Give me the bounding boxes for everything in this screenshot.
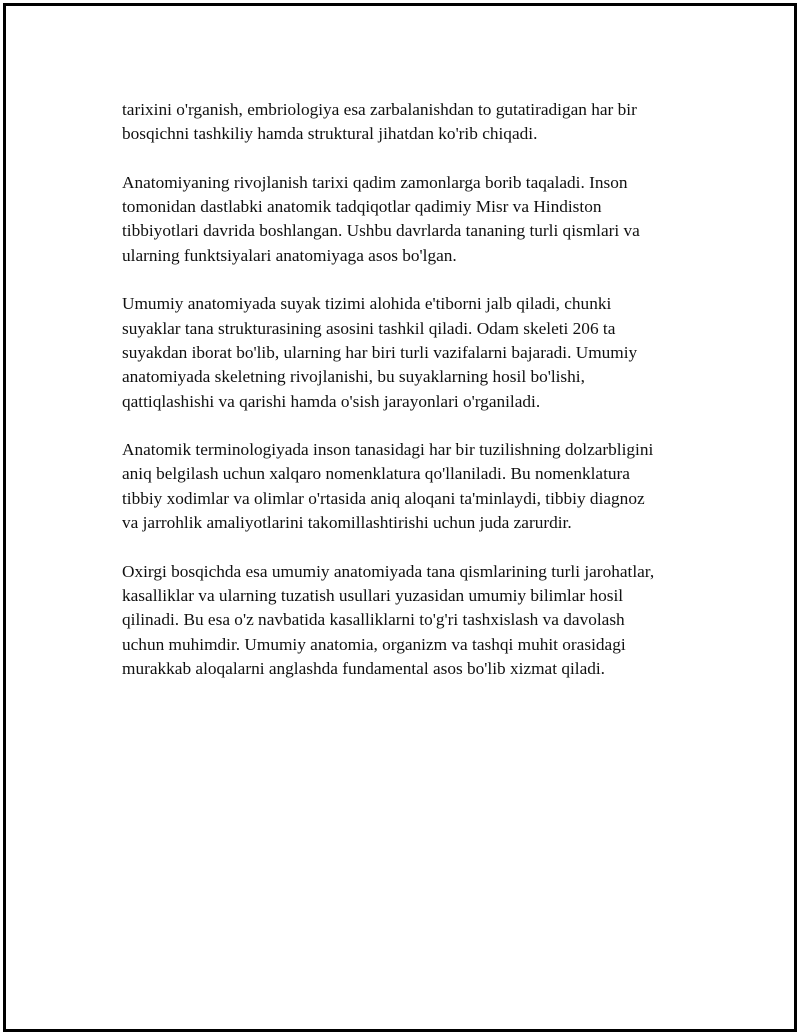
text-line: bosqichni tashkiliy hamda struktural jihatdan ko'rib chiqadi. (122, 124, 538, 144)
text-line: suyakdan iborat bo'lib, ularning har biri turli vazifalarni bajaradi. Umumiy (122, 342, 638, 362)
document-body (122, 98, 702, 705)
text-line: anatomiyada skeletning rivojlanishi, bu suyaklarning hosil bo'lishi, (122, 367, 585, 387)
text-line: uchun muhimdir. Umumiy anatomia, organizm va tashqi muhit orasidagi (122, 634, 626, 654)
text-line: aniq belgilash uchun xalqaro nomenklatura qo'llaniladi. Bu nomenklatura (122, 464, 630, 484)
paragraph (122, 171, 702, 268)
page-frame (3, 3, 797, 1032)
text-line: qilinadi. Bu esa o'z navbatida kasalliklarni to'g'ri tashxislash va davolash (122, 610, 625, 630)
paragraph (122, 98, 702, 147)
text-line: qattiqlashishi va qarishi hamda o'sish jarayonlari o'rganiladi. (122, 391, 541, 411)
text-line: tibbiyotlari davrida boshlangan. Ushbu davrlarda tananing turli qismlari va (122, 221, 640, 241)
paragraph (122, 560, 702, 681)
text-line: Anatomiyaning rivojlanish tarixi qadim zamonlarga borib taqaladi. Inson (122, 172, 628, 192)
text-line: Anatomik terminologiyada inson tanasidagi har bir tuzilishning dolzarbligini (122, 440, 654, 460)
text-line: kasalliklar va ularning tuzatish usullari yuzasidan umumiy bilimlar hosil (122, 585, 624, 605)
paragraph (122, 292, 702, 413)
text-line: murakkab aloqalarni anglashda fundamental asos bo'lib xizmat qiladi. (122, 658, 606, 678)
text-line: va jarrohlik amaliyotlarini takomillashtirishi uchun juda zarurdir. (122, 513, 572, 533)
text-line: Umumiy anatomiyada suyak tizimi alohida e'tiborni jalb qiladi, chunki (122, 294, 612, 314)
paragraph (122, 438, 702, 535)
text-line: tomonidan dastlabki anatomik tadqiqotlar qadimiy Misr va Hindiston (122, 197, 602, 217)
text-line: tarixini o'rganish, embriologiya esa zarbalanishdan to gutatiradigan har bir (122, 100, 637, 119)
text-line: suyaklar tana strukturasining asosini tashkil qiladi. Odam skeleti 206 ta (122, 318, 616, 338)
text-line: Oxirgi bosqichda esa umumiy anatomiyada tana qismlarining turli jarohatlar, (122, 561, 655, 581)
text-line: tibbiy xodimlar va olimlar o'rtasida aniq aloqani ta'minlaydi, tibbiy diagnoz (122, 488, 645, 508)
text-line: ularning funktsiyalari anatomiyaga asos bo'lgan. (122, 245, 457, 265)
